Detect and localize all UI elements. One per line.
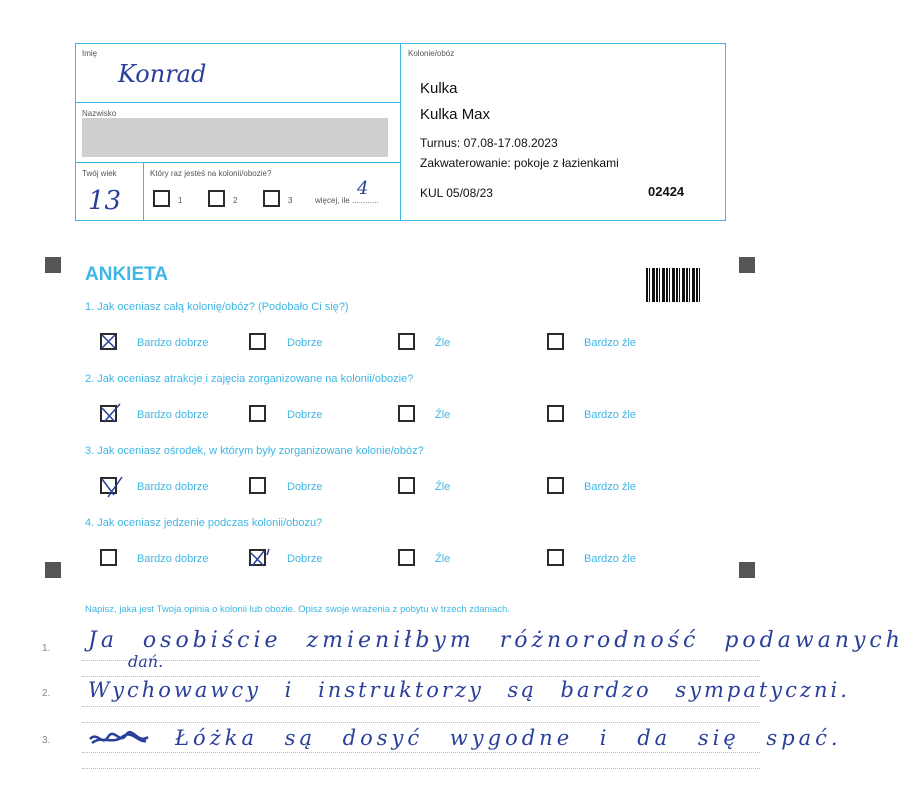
- q2-checkbox-bardzo-zle[interactable]: [547, 405, 564, 422]
- zakwaterowanie: Zakwaterowanie: pokoje z łazienkami: [420, 156, 619, 170]
- q3-option-dobrze: Dobrze: [287, 481, 323, 493]
- q1-option-bardzo-zle: Bardzo źle: [584, 337, 636, 349]
- q4-option-bardzo-dobrze: Bardzo dobrze: [137, 553, 209, 565]
- q4-options: [0, 549, 800, 569]
- q1-checkbox-zle[interactable]: [398, 333, 415, 350]
- x-mark-icon: [100, 475, 124, 499]
- ktory-option-1: 1: [178, 196, 183, 205]
- line-number-2: 2.: [42, 688, 51, 699]
- q2-option-dobrze: Dobrze: [287, 409, 323, 421]
- q4-option-dobrze: Dobrze: [287, 553, 323, 565]
- q3-option-bardzo-dobrze: Bardzo dobrze: [137, 481, 209, 493]
- q1-option-bardzo-dobrze: Bardzo dobrze: [137, 337, 209, 349]
- answer-line-2: [82, 706, 760, 707]
- q4-option-zle: Źle: [435, 553, 451, 565]
- camp-name: Kulka: [420, 80, 458, 97]
- q1-options: [0, 333, 800, 353]
- camp-code: KUL 05/08/23: [420, 186, 493, 200]
- answer-line-1b: [82, 676, 760, 677]
- scribble-out: [88, 731, 150, 747]
- answer-line-2b: [82, 722, 760, 723]
- barcode: [646, 268, 700, 302]
- answer-1-continued[interactable]: dań.: [128, 652, 164, 671]
- wiek-label: Twój wiek: [82, 169, 117, 178]
- nazwisko-redaction: [82, 118, 388, 157]
- ktory-checkbox-3[interactable]: [263, 190, 280, 207]
- q2-checkbox-bardzo-dobrze[interactable]: [100, 405, 117, 422]
- opinion-prompt: Napisz, jaka jest Twoja opinia o kolonii lub obozie. Opisz swoje wrażenia z pobytu w trzech zdaniach.: [85, 604, 510, 615]
- x-mark-icon: [100, 333, 117, 350]
- line-number-1: 1.: [42, 643, 51, 654]
- answer-line-3: [82, 752, 760, 753]
- kolonie-label: Kolonie/obóz: [408, 49, 455, 58]
- q4-checkbox-zle[interactable]: [398, 549, 415, 566]
- form-number: 02424: [648, 184, 685, 199]
- answer-3[interactable]: Łóżka są dosyć wygodne i da się spać.: [175, 726, 842, 750]
- ktory-label: Który raz jesteś na kolonii/obozie?: [150, 169, 272, 178]
- q1-option-dobrze: Dobrze: [287, 337, 323, 349]
- q1-option-zle: Źle: [435, 337, 451, 349]
- camp-subname: Kulka Max: [420, 106, 491, 123]
- q3-checkbox-bardzo-zle[interactable]: [547, 477, 564, 494]
- answer-2[interactable]: Wychowawcy i instruktorzy są bardzo sympatyczni.: [88, 678, 850, 702]
- q4-checkbox-bardzo-dobrze[interactable]: [100, 549, 117, 566]
- scribble-icon: [88, 731, 150, 747]
- q1-checkbox-bardzo-dobrze[interactable]: [100, 333, 117, 350]
- x-mark-icon: [249, 547, 273, 569]
- imie-label: Imię: [82, 49, 98, 58]
- corner-mark-top-left: [45, 257, 61, 273]
- q3-option-zle: Źle: [435, 481, 451, 493]
- header-divider: [143, 162, 144, 221]
- answer-1[interactable]: Ja osobiście zmieniłbym różnorodność podawanych: [88, 628, 904, 653]
- q3-options: [0, 477, 800, 497]
- q3-checkbox-bardzo-dobrze[interactable]: [100, 477, 117, 494]
- question-1: 1. Jak oceniasz całą kolonię/obóz? (Podobało Ci się?): [85, 301, 349, 313]
- q3-checkbox-dobrze[interactable]: [249, 477, 266, 494]
- wiek-value[interactable]: 13: [88, 186, 122, 216]
- q1-checkbox-bardzo-zle[interactable]: [547, 333, 564, 350]
- q2-option-zle: Źle: [435, 409, 451, 421]
- q4-checkbox-bardzo-zle[interactable]: [547, 549, 564, 566]
- header-divider: [75, 162, 401, 163]
- corner-mark-top-right: [739, 257, 755, 273]
- wiecej-label: więcej, ile ............: [315, 196, 379, 205]
- q3-checkbox-zle[interactable]: [398, 477, 415, 494]
- wiecej-value[interactable]: 4: [357, 178, 369, 199]
- q3-option-bardzo-zle: Bardzo źle: [584, 481, 636, 493]
- imie-value[interactable]: Konrad: [118, 60, 207, 88]
- ktory-checkbox-2[interactable]: [208, 190, 225, 207]
- q1-checkbox-dobrze[interactable]: [249, 333, 266, 350]
- q2-checkbox-zle[interactable]: [398, 405, 415, 422]
- question-2: 2. Jak oceniasz atrakcje i zajęcia zorganizowane na kolonii/obozie?: [85, 373, 414, 385]
- ktory-checkbox-1[interactable]: [153, 190, 170, 207]
- q4-option-bardzo-zle: Bardzo źle: [584, 553, 636, 565]
- question-3: 3. Jak oceniasz ośrodek, w którym były zorganizowane kolonie/obóz?: [85, 445, 424, 457]
- turnus: Turnus: 07.08-17.08.2023: [420, 136, 558, 150]
- ktory-option-2: 2: [233, 196, 238, 205]
- answer-line-1: [82, 660, 760, 661]
- ktory-option-3: 3: [288, 196, 293, 205]
- header-divider: [400, 43, 401, 221]
- line-number-3: 3.: [42, 735, 51, 746]
- question-4: 4. Jak oceniasz jedzenie podczas kolonii/obozu?: [85, 517, 323, 529]
- answer-line-3b: [82, 768, 760, 769]
- nazwisko-label: Nazwisko: [82, 109, 117, 118]
- q2-checkbox-dobrze[interactable]: [249, 405, 266, 422]
- q2-option-bardzo-dobrze: Bardzo dobrze: [137, 409, 209, 421]
- x-mark-icon: [100, 402, 122, 424]
- survey-title: ANKIETA: [85, 264, 169, 285]
- q2-option-bardzo-zle: Bardzo źle: [584, 409, 636, 421]
- q4-checkbox-dobrze[interactable]: [249, 549, 266, 566]
- q2-options: [0, 405, 800, 425]
- header-divider: [75, 102, 401, 103]
